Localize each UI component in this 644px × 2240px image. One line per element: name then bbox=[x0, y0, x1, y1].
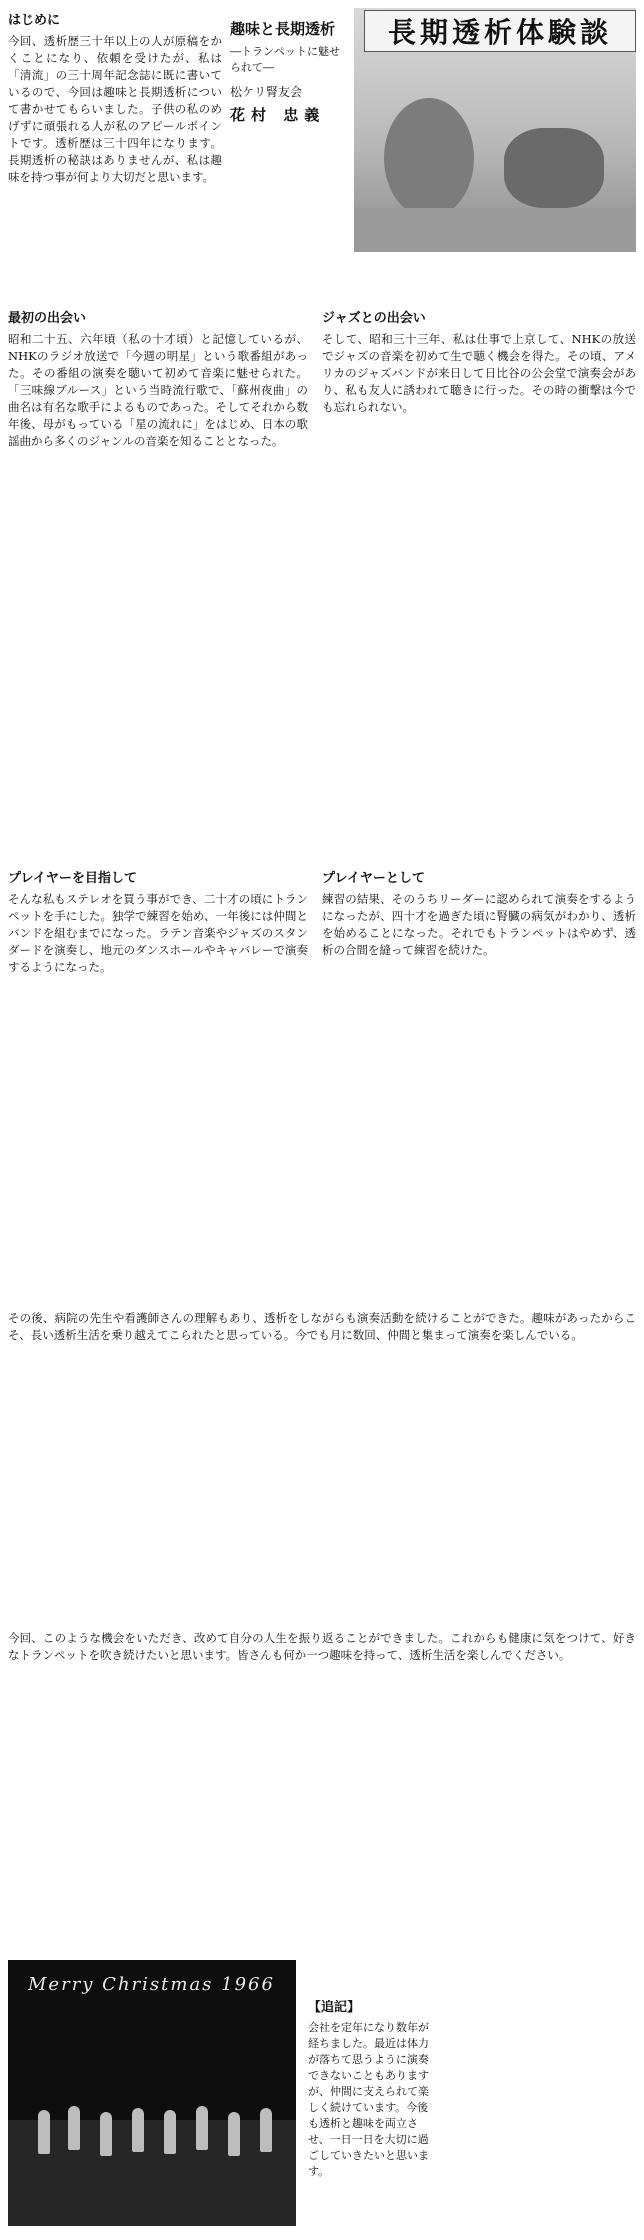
postscript-note bbox=[308, 2000, 434, 2228]
author-club: 松ケリ腎友会 bbox=[230, 85, 303, 99]
tier-4 bbox=[0, 1300, 644, 1620]
closing-text: 今回、このような機会をいただき、改めて自分の人生を振り返ることができました。これからも健康に気をつけて、好きなトランペットを吹き続けたいと思います。皆さんも何か一つ趣味を持って、透析生活を楽しんでください。 bbox=[8, 1631, 636, 1662]
article-subtitle: ―トランペットに魅せられて― bbox=[230, 45, 340, 74]
later-text: その後、病院の先生や看護師さんの理解もあり、透析をしながらも演奏活動を続けることができた。趣味があったからこそ、長い透析生活を乗り越えてこられたと思っている。今でも月に数回、仲間と集まって演奏を楽しんでいる。 bbox=[8, 1311, 636, 1342]
author-name: 花村 忠義 bbox=[230, 106, 326, 124]
encounter-heading: 最初の出会い bbox=[8, 311, 87, 326]
jazz-heading: ジャズとの出会い bbox=[322, 311, 426, 326]
later-column bbox=[8, 1310, 636, 1610]
note-heading: 【追記】 bbox=[308, 2000, 361, 2015]
article-header bbox=[0, 0, 644, 300]
player-as-column bbox=[322, 870, 636, 1290]
tier-2 bbox=[0, 300, 644, 860]
intro-heading: はじめに bbox=[8, 13, 61, 28]
tier-3 bbox=[0, 860, 644, 1300]
player-heading: プレイヤーを目指して bbox=[8, 871, 137, 886]
player-as-heading: プレイヤーとして bbox=[322, 871, 425, 886]
article-title: 趣味と長期透析 bbox=[230, 20, 336, 38]
jazz-column bbox=[322, 310, 636, 850]
encounter-column bbox=[8, 310, 308, 850]
closing-column bbox=[8, 1630, 636, 1950]
intro-text: 今回、透析歴三十年以上の人が原稿をかくことになり、依頼を受けたが、私は「清流」の三十周年記念誌に既に書いているので、今回は趣味と長期透析について書かせてもらいました。子供の私のめげずに頑張れる人が私のアピールポイントです。透析歴は三十四年になります。長期透析の秘訣はありませんが、私は趣味を持つ事が何より大切だと思います。 bbox=[8, 34, 222, 184]
player-text: そんな私もステレオを買う事ができ、二十才の頃にトランペットを手にした。独学で練習を始め、一年後には仲間とバンドを組むまでになった。ラテン音楽やジャズのスタンダードを演奏し、地元のダンスホールやキャバレーで演奏するようになった。 bbox=[8, 892, 308, 974]
encounter-text: 昭和二十五、六年頃（私の十才頃）と記憶しているが、NHKのラジオ放送で「今週の明星」という歌番組があった。その番組の演奏を聴いて初めて音楽に魅せられた。「三味線ブルース」という当時流行歌で、「蘇州夜曲」の曲名は有名な歌手によるものであった。そしてそれから数年後、母がもっている「星の流れに」をはじめ、日本の歌謡曲から多くのジャンルの音楽を知ることとなった。 bbox=[8, 332, 308, 448]
band-photo bbox=[8, 1960, 296, 2226]
intro-column bbox=[8, 12, 222, 292]
photo-sign: Merry Christmas 1966 bbox=[28, 1974, 275, 1995]
player-as-text: 練習の結果、そのうちリーダーに認められて演奏をするようになったが、四十才を過ぎた頃に腎臓の病気がわかり、透析を始めることになった。それでもトランペットはやめず、透析の合間を縫って練習を続けた。 bbox=[322, 892, 636, 957]
note-text: 会社を定年になり数年が経ちました。最近は体力が落ちて思うように演奏できないこともありますが、仲間に支えられて楽しく続けています。今後も透析と趣味を両立させ、一日一日を大切に過ごしていきたいと思います。 bbox=[308, 2021, 429, 2178]
player-column bbox=[8, 870, 308, 1290]
jazz-text: そして、昭和三十三年、私は仕事で上京して、NHKの放送でジャズの音楽を初めて生で聴く機会を得た。その頃、アメリカのジャズバンドが来日して日比谷の公会堂で演奏会があり、私も友人に誘われて聴きに行った。その時の衝撃は今でも忘れられない。 bbox=[322, 332, 636, 414]
title-block bbox=[230, 18, 348, 298]
article-banner: 長期透析体験談 bbox=[364, 10, 636, 52]
